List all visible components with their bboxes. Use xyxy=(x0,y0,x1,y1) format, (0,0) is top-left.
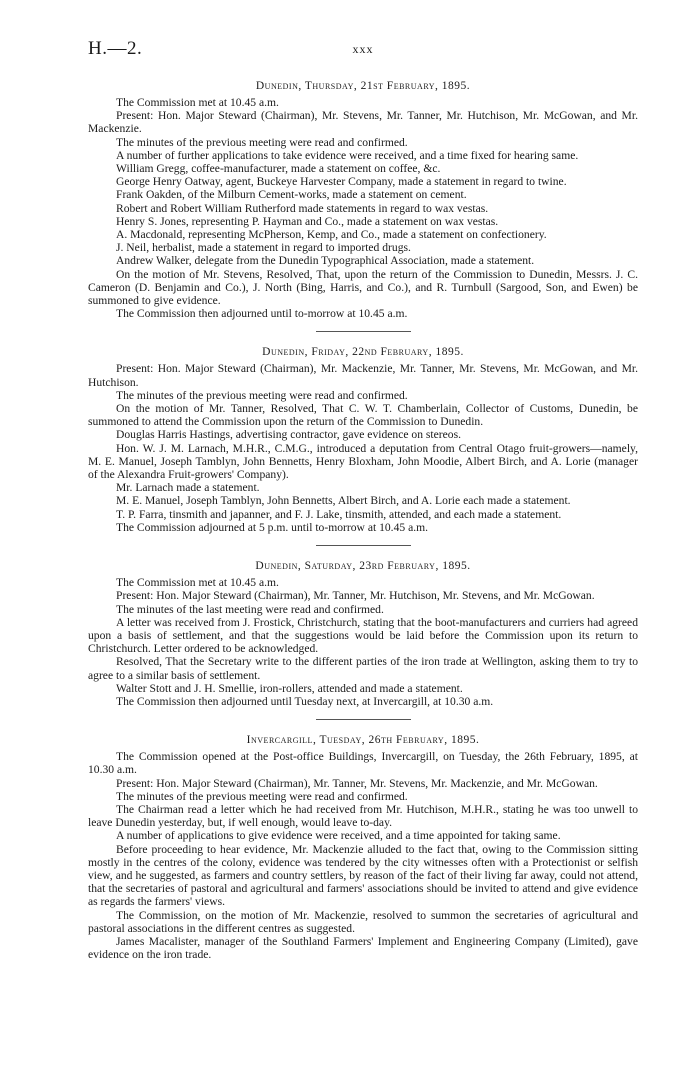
minute-paragraph: The minutes of the previous meeting were read and confirmed. xyxy=(116,388,408,402)
meeting-heading: Invercargill, Tuesday, 26th February, 1895. xyxy=(246,734,480,747)
minute-paragraph: Hon. W. J. M. Larnach, M.H.R., C.M.G., introduced a deputation from Central Otago fruit-growers—namely, M. E. Manuel, Joseph Tamblyn, John Bennetts, Henry Bloxham, John Moodie, Albert Birch, and A. Lorie (manager of the Alexandra Fruit-growers' Company). xyxy=(88,441,638,482)
minute-paragraph: The Commission opened at the Post-office Buildings, Invercargill, on Tuesday, the 26th February, 1895, at 10.30 a.m. xyxy=(88,750,638,777)
minute-paragraph: T. P. Farra, tinsmith and japanner, and F. J. Lake, tinsmith, attended, and each made a statement. xyxy=(116,507,562,521)
minute-paragraph: Douglas Harris Hastings, advertising contractor, gave evidence on stereos. xyxy=(116,428,461,442)
minute-paragraph: Robert and Robert William Rutherford made statements in regard to wax vestas. xyxy=(116,201,489,215)
document-reference: H.—2. xyxy=(88,38,143,59)
minute-paragraph: The minutes of the previous meeting were read and confirmed. xyxy=(116,135,408,149)
minute-paragraph: James Macalister, manager of the Southland Farmers' Implement and Engineering Company (Limited), gave evidence on the iron trade. xyxy=(88,934,638,962)
minute-paragraph: The Commission adjourned at 5 p.m. until to-morrow at 10.45 a.m. xyxy=(116,520,429,534)
meeting-heading: Dunedin, Saturday, 23rd February, 1895. xyxy=(255,560,471,573)
minute-paragraph: M. E. Manuel, Joseph Tamblyn, John Bennetts, Albert Birch, and A. Lorie each made a statement. xyxy=(116,494,571,508)
minute-paragraph: On the motion of Mr. Tanner, Resolved, That C. W. T. Chamberlain, Collector of Customs, Dunedin, be summoned to attend the Commission upon the return of the Commission to Dunedin. xyxy=(88,402,638,429)
minute-paragraph: Henry S. Jones, representing P. Hayman and Co., made a statement on wax vestas. xyxy=(116,214,499,228)
section-divider xyxy=(316,331,411,332)
document-page xyxy=(88,38,638,961)
minute-paragraph: Before proceeding to hear evidence, Mr. Mackenzie alluded to the fact that, owing to the Commission sitting mostly in the centres of the colony, evidence was tendered by the city witnesses often with a Protectionist or selfish view, and he suggested, as farmers and country settlers, by reason of the fact of their living far away, could not attend, that the secretaries of pastoral and agricultural and farmers' associations should be invited to attend and give evidence as regards the farmers' views. xyxy=(88,842,638,909)
minute-paragraph: Present: Hon. Major Steward (Chairman), Mr. Tanner, Mr. Stevens, Mr. Mackenzie, and Mr. McGowan. xyxy=(116,776,598,790)
meeting-section xyxy=(88,560,638,708)
minute-paragraph: The Commission met at 10.45 a.m. xyxy=(116,576,279,590)
minute-paragraph: On the motion of Mr. Stevens, Resolved, That, upon the return of the Commission to Dunedin, Messrs. J. C. Cameron (D. Benjamin and Co.), J. North (Bing, Harris, and Co.), and R. Turnbull (Sargood, Son, and Ewen) be summoned to give evidence. xyxy=(88,267,638,308)
page-number: xxx xyxy=(352,42,374,56)
page-header xyxy=(88,38,638,60)
minute-paragraph: Resolved, That the Secretary write to the different parties of the iron trade at Wellington, asking them to try to agree to a similar basis of settlement. xyxy=(88,655,638,682)
minute-paragraph: Mr. Larnach made a statement. xyxy=(116,481,260,495)
minute-paragraph: The Commission then adjourned until to-morrow at 10.45 a.m. xyxy=(116,307,408,321)
minute-paragraph: The Commission, on the motion of Mr. Mackenzie, resolved to summon the secretaries of agricultural and pastoral associations in the different centres as suggested. xyxy=(88,908,638,935)
minute-paragraph: A. Macdonald, representing McPherson, Kemp, and Co., made a statement on confectionery. xyxy=(116,228,547,242)
minute-paragraph: J. Neil, herbalist, made a statement in regard to imported drugs. xyxy=(116,241,411,255)
meeting-section xyxy=(88,734,638,961)
minute-paragraph: George Henry Oatway, agent, Buckeye Harvester Company, made a statement in regard to twine. xyxy=(116,175,567,189)
minute-paragraph: The Commission then adjourned until Tuesday next, at Invercargill, at 10.30 a.m. xyxy=(116,694,494,708)
minute-paragraph: The Commission met at 10.45 a.m. xyxy=(116,96,279,109)
minute-paragraph: Walter Stott and J. H. Smellie, iron-rollers, attended and made a statement. xyxy=(116,681,463,695)
minute-paragraph: Present: Hon. Major Steward (Chairman), Mr. Stevens, Mr. Tanner, Mr. Hutchison, Mr. McGowan, and Mr. Mackenzie. xyxy=(88,109,638,136)
minute-paragraph: The minutes of the last meeting were read and confirmed. xyxy=(116,602,384,616)
minute-paragraph: A number of applications to give evidence were received, and a time appointed for taking same. xyxy=(116,829,561,843)
minute-paragraph: A number of further applications to take evidence were received, and a time fixed for hearing same. xyxy=(116,148,579,162)
minute-paragraph: The minutes of the previous meeting were read and confirmed. xyxy=(116,789,408,803)
minute-paragraph: William Gregg, coffee-manufacturer, made a statement on coffee, &c. xyxy=(116,162,441,176)
meeting-heading: Dunedin, Thursday, 21st February, 1895. xyxy=(255,80,471,92)
minute-paragraph: The Chairman read a letter which he had received from Mr. Hutchison, M.H.R., stating he was too unwell to leave Dunedin yesterday, but, if well enough, would leave to-day. xyxy=(88,802,638,830)
minute-paragraph: Present: Hon. Major Steward (Chairman), Mr. Tanner, Mr. Hutchison, Mr. Stevens, and Mr. McGowan. xyxy=(116,589,595,603)
meeting-section xyxy=(88,346,638,534)
minute-paragraph: A letter was received from J. Frostick, Christchurch, stating that the boot-manufacturers and curriers had agreed upon a basis of settlement, and that the suggestions would be laid before the Commission upon its return to Christchurch. Letter ordered to be acknowledged. xyxy=(88,615,638,656)
meeting-section xyxy=(88,80,638,320)
minute-paragraph: Present: Hon. Major Steward (Chairman), Mr. Mackenzie, Mr. Tanner, Mr. Stevens, Mr. McGowan, and Mr. Hutchison. xyxy=(88,362,638,389)
minute-paragraph: Andrew Walker, delegate from the Dunedin Typographical Association, made a statement. xyxy=(116,254,535,268)
section-divider xyxy=(316,545,411,546)
meeting-heading: Dunedin, Friday, 22nd February, 1895. xyxy=(262,346,464,359)
meeting-minutes xyxy=(88,80,638,961)
section-divider xyxy=(316,719,411,720)
minute-paragraph: Frank Oakden, of the Milburn Cement-works, made a statement on cement. xyxy=(116,188,467,202)
